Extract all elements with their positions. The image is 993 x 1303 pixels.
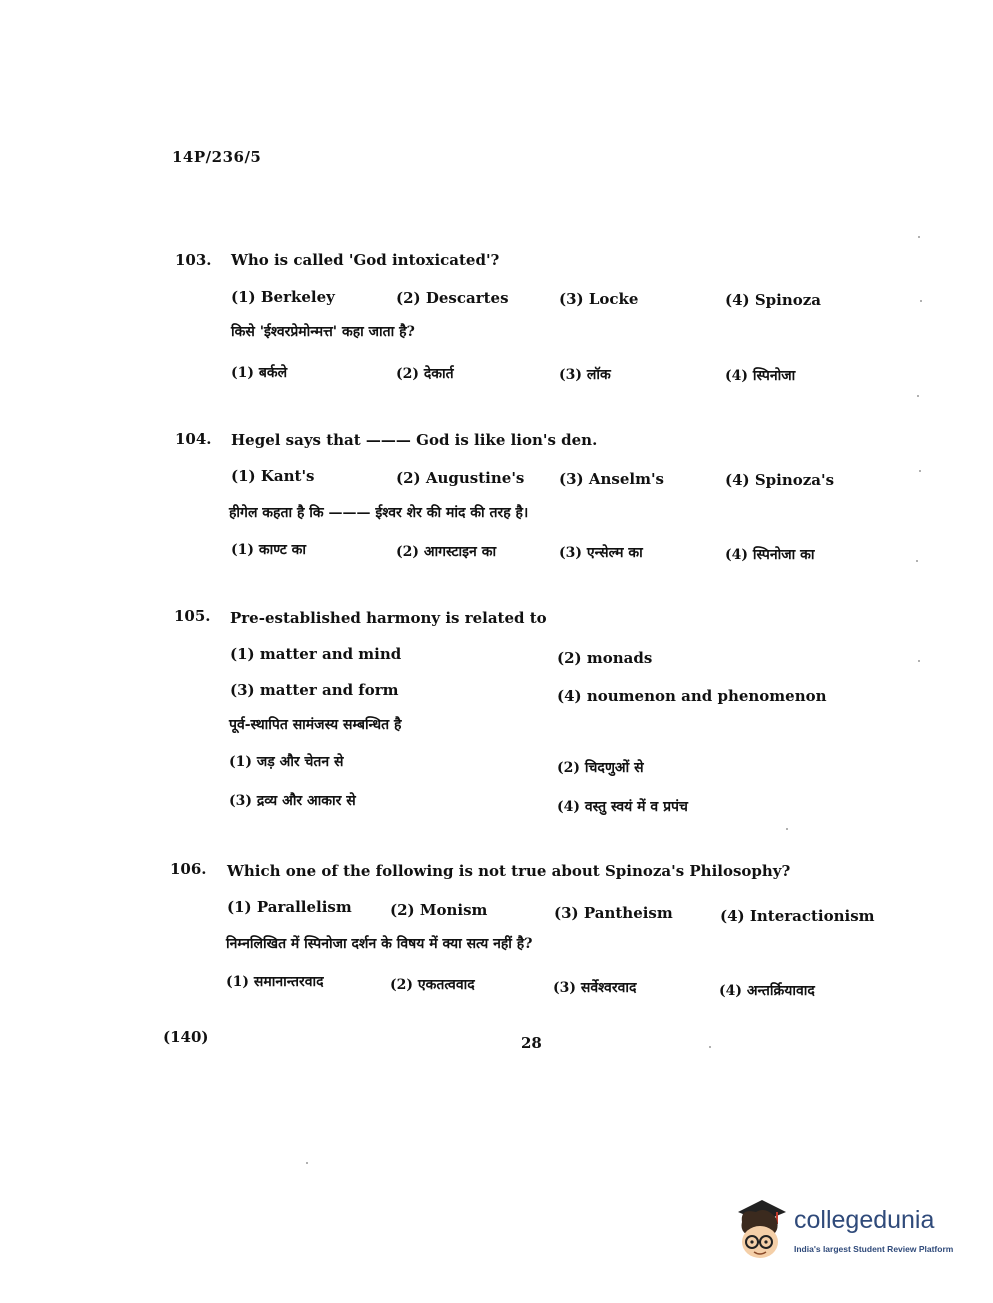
paper-code: 14P/236/5: [172, 148, 262, 166]
option-hindi: (3) सर्वेश्वरवाद: [553, 980, 637, 996]
question-booklet-series: (140): [163, 1028, 209, 1046]
option-hindi: (4) वस्तु स्वयं में व प्रपंच: [557, 799, 688, 815]
option: (3) Pantheism: [554, 904, 673, 922]
question-number: 106.: [170, 860, 207, 878]
option: (1) matter and mind: [230, 645, 402, 663]
question-text: Which one of the following is not true about Spinoza's Philosophy?: [227, 862, 791, 880]
option-hindi: (3) द्रव्य और आकार से: [229, 793, 356, 809]
option-hindi: (4) अन्तर्क्रियावाद: [719, 983, 815, 999]
option-hindi: (1) जड़ और चेतन से: [229, 754, 344, 770]
option: (3) Locke: [559, 290, 639, 308]
option: (1) Kant's: [231, 467, 315, 485]
question-text: Who is called 'God intoxicated'?: [231, 251, 500, 269]
scan-speck: [918, 660, 920, 662]
option: (2) Descartes: [396, 289, 509, 307]
option-hindi: (2) चिदणुओं से: [557, 760, 644, 776]
scan-speck: [920, 300, 922, 302]
option: (3) Anselm's: [559, 470, 664, 488]
option: (2) monads: [557, 649, 653, 667]
option-hindi: (2) आगस्टाइन का: [396, 544, 497, 560]
option-hindi: (1) समानान्तरवाद: [226, 974, 324, 990]
scan-speck: [709, 1046, 711, 1048]
option-hindi: (4) स्पिनोजा: [725, 368, 796, 384]
scan-speck: [919, 470, 921, 472]
option-hindi: (1) काण्ट का: [231, 542, 307, 558]
option-hindi: (3) एन्सेल्म का: [559, 545, 643, 561]
scan-speck: [918, 236, 920, 238]
scan-speck: [917, 395, 919, 397]
logo-tagline: India's largest Student Review Platform: [794, 1244, 954, 1254]
page-number: 28: [521, 1034, 542, 1052]
collegedunia-mascot-icon: [732, 1198, 790, 1260]
question-text-hindi: निम्नलिखित में स्पिनोजा दर्शन के विषय में क्या सत्य नहीं है?: [226, 936, 533, 952]
question-text-hindi: किसे 'ईश्वरप्रेमोन्मत्त' कहा जाता है?: [231, 324, 415, 340]
collegedunia-watermark: [732, 1196, 962, 1264]
option: (4) Spinoza's: [725, 471, 835, 489]
logo-wordmark: collegedunia: [794, 1206, 935, 1234]
option-hindi: (1) बर्कले: [231, 365, 288, 381]
option: (4) Spinoza: [725, 291, 822, 309]
option-hindi: (4) स्पिनोजा का: [725, 547, 815, 563]
option: (1) Parallelism: [227, 898, 352, 916]
scan-speck: [786, 828, 788, 830]
option-hindi: (2) देकार्त: [396, 366, 454, 382]
option: (1) Berkeley: [231, 288, 335, 306]
option: (3) matter and form: [230, 681, 399, 699]
question-text-hindi: हीगेल कहता है कि ——— ईश्वर शेर की मांद की तरह है।: [229, 505, 529, 521]
option-hindi: (2) एकतत्ववाद: [390, 977, 475, 993]
question-text: Hegel says that ——— God is like lion's den.: [231, 431, 598, 449]
option: (2) Augustine's: [396, 469, 525, 487]
option: (4) noumenon and phenomenon: [557, 687, 827, 705]
scan-speck: [916, 560, 918, 562]
option: (2) Monism: [390, 901, 488, 919]
question-text-hindi: पूर्व-स्थापित सामंजस्य सम्बन्धित है: [229, 717, 402, 733]
question-number: 104.: [175, 430, 212, 448]
scan-speck: [306, 1162, 308, 1164]
question-number: 103.: [175, 251, 212, 269]
question-number: 105.: [174, 607, 211, 625]
option-hindi: (3) लॉक: [559, 367, 611, 383]
option: (4) Interactionism: [720, 907, 875, 925]
question-text: Pre-established harmony is related to: [230, 609, 547, 627]
